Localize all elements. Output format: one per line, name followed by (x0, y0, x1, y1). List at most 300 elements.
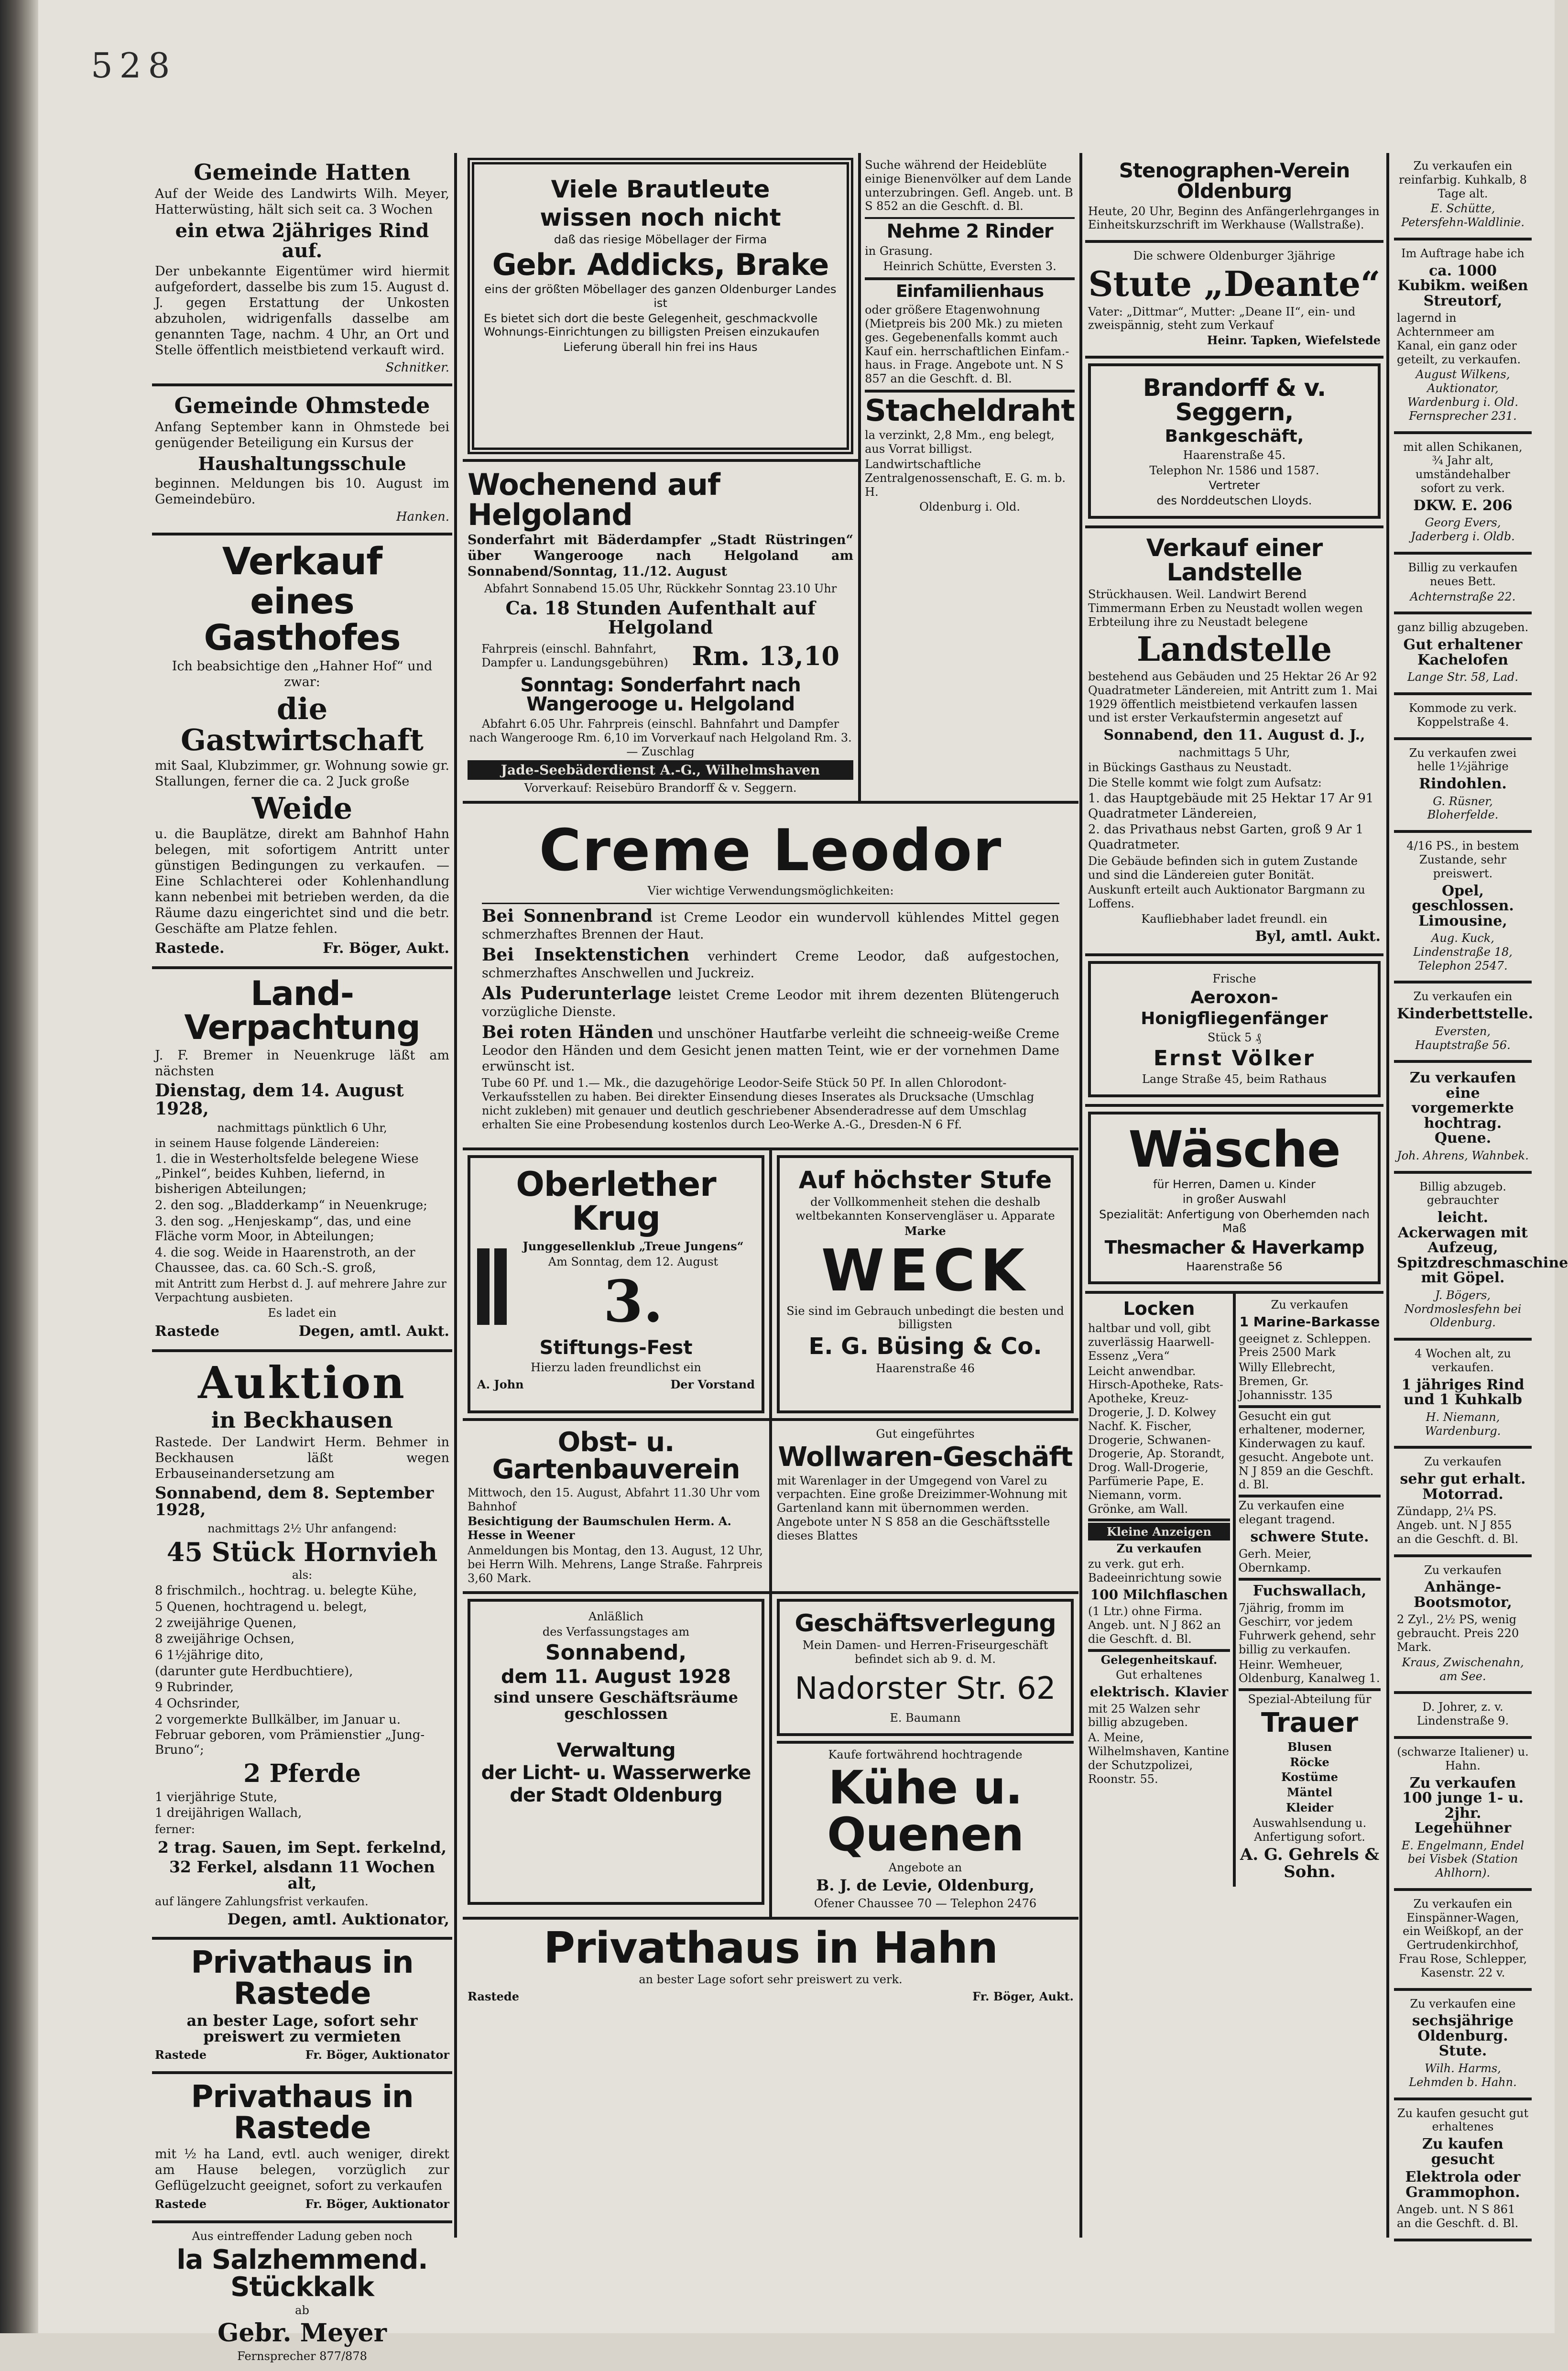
ad-text: Angebote an (888, 1861, 962, 1875)
use-text: und unschöner Hautfarbe verleiht die schneeig-weiße Creme Leodor den Händen und dem Gesicht jenen matten Teint, wie er der vornehmen Dame erwünscht ist. (482, 1026, 1059, 1074)
ad-stute-deante (1085, 243, 1383, 359)
ad-headline: elektrisch. Klavier (1089, 1684, 1229, 1700)
ad-footer (468, 1989, 1074, 2003)
ad-address: Nadorster Str. 62 (795, 1671, 1056, 1707)
ad-signature: Wilh. Harms, Lehmden b. Hahn. (1409, 2061, 1517, 2089)
ad-subtitle: Bankgeschäft, (1165, 426, 1304, 447)
ad-signature: Heinrich Schütte, Eversten 3. (865, 260, 1075, 280)
ad-text: Frische (1212, 972, 1256, 986)
ad-signature: Lange Str. 58, Lad. (1407, 670, 1519, 684)
ad-title: Locken (1123, 1298, 1195, 1320)
ad-title: wissen noch nicht (540, 203, 781, 231)
ad-text: Zu verkaufen ein Einspänner-Wagen, ein Weißkopf, an der Gertrudenkirchhof, Frau Rose, Schlepper, Kasenstr. 22 v. (1398, 1897, 1527, 1979)
list-item: Mäntel (1286, 1785, 1333, 1800)
ad-signature: Aug. Kuck, Lindenstraße 18, Telephon 2547. (1413, 931, 1513, 972)
ad-phone: Fernsprecher 877/878 (237, 2349, 367, 2363)
ad-headline: Opel, geschlossen. Limousine, (1412, 882, 1514, 929)
ad-headline: Ca. 18 Stunden Aufenthalt auf Helgoland (505, 597, 816, 638)
ad-subtitle: in Beckhausen (211, 1407, 393, 1433)
ad-signature: Fr. Böger, Auktionator (305, 2197, 449, 2211)
list-item: 3. den sog. „Henjeskamp“, das, und eine Fläche vorm Moor, in Abteilungen; (155, 1214, 411, 1244)
ad-headline: Zu verkaufen 100 junge 1- u. 2jhr. Legehühner (1402, 1774, 1524, 1836)
classified-ad (1394, 1739, 1532, 1891)
ad-text: mit Antritt zum Herbst d. J. auf mehrere Jahre zur Verpachtung ausbieten. (155, 1277, 446, 1305)
list-item: 8 zweijährige Ochsen, (155, 1632, 295, 1647)
column-1 (152, 153, 452, 2363)
ad-headline: die Gastwirtschaft (180, 691, 424, 758)
ad-text: (1 Ltr.) ohne Firma. Angeb. unt. N J 862 an die Geschft. d. Bl. (1088, 1605, 1230, 1651)
ad-title: Stute „Deante“ (1088, 263, 1381, 305)
ad-title: schwere Stute. (1250, 1528, 1369, 1545)
ad-headline: 2 trag. Sauen, im Sept. ferkelnd, (157, 1837, 447, 1857)
ad-signature: Degen, amtl. Aukt. (298, 1322, 449, 1340)
classified-ad (1394, 1449, 1532, 1557)
classified-ad (1394, 2100, 1532, 2241)
ad-signature: Fr. Böger, Aukt. (972, 1989, 1074, 2004)
ad-text: Zu verkaufen (1424, 1563, 1502, 1577)
ad-text: Sonderfahrt mit Bäderdampfer „Stadt Rüstringen“ über Wangerooge nach Helgoland am Sonnabend/Sonntag, 11./12. August (468, 533, 854, 579)
column-4 (1394, 153, 1568, 2238)
ad-signature: Kraus, Zwischenahn, am See. (1402, 1655, 1524, 1683)
classified-ad (1394, 740, 1532, 833)
ad-text: J. F. Bremer in Neuenkruge läßt am nächsten (155, 1048, 449, 1079)
ad-text: Der unbekannte Eigentümer wird hiermit aufgefordert, dasselbe bis zum 15. August d. J. gegen Erstattung der Unkosten abzuholen, widrigenfalls dasselbe am genannten Tage, nachm. 4 Uhr, an Ort und Stelle öffentlich meistbietend verkauft wird. (155, 264, 449, 358)
use-heading: Bei Sonnenbrand (482, 906, 653, 927)
ad-text: Anfang September kann in Ohmstede bei genügender Beteiligung ein Kursus der (155, 420, 449, 451)
ad-signature: Eversten, Hauptstraße 56. (1415, 1024, 1511, 1052)
ad-text: Abfahrt 6.05 Uhr. Fahrpreis (einschl. Bahnfahrt und Dampfer nach Wangerooge Rm. 6,10 im Vorverkauf nach Helgoland Rm. 3.— Zuschlag (469, 717, 852, 758)
ad-headline: 45 Stück Hornvieh (166, 1536, 438, 1567)
ad-weck (769, 1150, 1078, 1418)
ad-text: Vier wichtige Verwendungsmöglichkeiten: (482, 884, 1059, 904)
use-text: leistet Creme Leodor mit ihrem dezenten Blütengeruch vorzügliche Dienste. (482, 987, 1059, 1019)
ad-text: zu verk. gut erh. Badeeinrichtung sowie (1088, 1557, 1222, 1584)
classified-list (1394, 153, 1568, 2241)
ad-text: Junggesellenklub „Treue Jungens“ (523, 1239, 744, 1254)
ad-text: Leicht anwendbar. Hirsch-Apotheke, Rats-Apotheke, Kreuz-Drogerie, J. D. Kolwey Nachf. K. Fischer, Drogerie, Schwanen-Drogerie, Ap. Storandt, Drog. Wall-Drogerie, Parfümerie Pape, E. Niemann, vorm. Grönke, am Wall. (1088, 1365, 1230, 1522)
ad-title: Obst- u. Gartenbauverein (492, 1426, 740, 1485)
ad-text: Billig zu verkaufen neues Bett. (1408, 560, 1518, 588)
ad-privathaus-rastede-1 (152, 1940, 452, 2074)
ad-headline: Landstelle (1136, 629, 1332, 669)
ad-text: Spezialität: Anfertigung von Oberhemden nach Maß (1099, 1208, 1370, 1235)
ad-text: Auswahlsendung u. Anfertigung sofort. (1252, 1816, 1367, 1844)
ad-signature: G. Rüsner, Bloherfelde. (1427, 794, 1499, 822)
use-heading: Bei roten Händen (482, 1022, 654, 1042)
ad-signature: Fr. Böger, Aukt. (323, 940, 449, 957)
ad-text: mit allen Schikanen, ¾ Jahr alt, umständehalber sofort zu verk. (1403, 440, 1523, 495)
ad-address: Haarenstraße 56 (1186, 1259, 1283, 1273)
list-item: 1 vierjährige Stute, (155, 1790, 278, 1804)
ad-text: Mein Damen- und Herren-Friseurgeschäft befindet sich ab 9. d. M. (802, 1639, 1048, 1666)
ad-title: Gemeinde Hatten (194, 159, 411, 185)
ad-verlegung-box (777, 1599, 1074, 1736)
ad-text: Die Gebäude befinden sich in gutem Zustande und sind die Ländereien guter Bonität. (1088, 854, 1358, 882)
col3-right-stack (1236, 1294, 1383, 1886)
ad-signature: E. Schütte, Petersfehn-Waldlinie. (1401, 202, 1524, 229)
list-item: 9 Rubrinder, (155, 1680, 234, 1695)
ad-text: Zu verkaufen zwei helle 1½jährige (1409, 746, 1517, 774)
ad-weck-box (777, 1155, 1074, 1413)
row-krug-weck (463, 1150, 1078, 1421)
ad-firm: E. G. Büsing & Co. (808, 1333, 1042, 1360)
ad-city: Oldenburg i. Old. (919, 500, 1021, 514)
ad-text: Zündapp, 2¼ PS. Angeb. unt. N J 855 an die Geschft. d. Bl. (1397, 1505, 1519, 1546)
ad-title: Nehme 2 Rinder (886, 220, 1053, 243)
ad-text: in seinem Hause folgende Ländereien: (155, 1136, 380, 1150)
ad-firm: Gebr. Addicks, Brake (492, 247, 829, 282)
ad-firm: Jade-Seebäderdienst A.-G., Wilhelmshaven (468, 760, 853, 780)
list-item: 4. die sog. Weide in Haarenstroth, an der Chaussee, das. ca. 60 Sch.-S. groß, (155, 1245, 415, 1275)
ad-address: Lange Straße 45, beim Rathaus (1142, 1072, 1327, 1086)
ad-text: Billig abzugeb. gebrauchter (1419, 1180, 1506, 1207)
ad-date: Sonnabend, dem 8. September 1928, (155, 1483, 434, 1520)
ad-title: Brandorff & v. Seggern, (1143, 374, 1326, 426)
column-rule (1079, 153, 1082, 2238)
ad-date: Sonnabend, (545, 1640, 687, 1665)
ad-text: Kaufliebhaber ladet freundl. ein (1141, 912, 1328, 926)
ad-aeroxon-box (1088, 961, 1381, 1097)
classified-ad (1394, 555, 1532, 614)
column-rule (1386, 153, 1389, 2238)
ad-creme-leodor (463, 804, 1078, 1150)
ad-headline: leicht. Ackerwagen mit Aufzeug, Spitzdreschmaschine mit Göpel. (1397, 1209, 1568, 1287)
ad-signature: Schnitker. (385, 360, 449, 375)
ad-signature: Joh. Ahrens, Wahnbek. (1397, 1148, 1529, 1162)
ad-text: Hierzu laden freundlichst ein (531, 1361, 701, 1374)
ad-text: Abfahrt Sonnabend 15.05 Uhr, Rückkehr Sonntag 23.10 Uhr (484, 582, 837, 596)
ad-phone: Telephon Nr. 1586 und 1587. (1149, 463, 1319, 477)
ad-signature: der Licht- u. Wasserwerke (481, 1762, 751, 1784)
use-item (482, 1022, 1059, 1075)
column-3 (1085, 153, 1383, 2238)
ad-signature: Fr. Böger, Auktionator (305, 2047, 449, 2062)
ad-text: Spezial-Abteilung für (1248, 1693, 1372, 1706)
ad-privathaus-hahn (463, 1920, 1078, 2010)
ad-headline: sehr gut erhalt. Motorrad. (1400, 1471, 1526, 1503)
scan-binding-edge (0, 0, 38, 2333)
ad-title: Trauer (1261, 1707, 1358, 1739)
classified-ad (1394, 983, 1532, 1063)
classified-ad (1394, 833, 1532, 983)
ad-headline: 100 Milchflaschen (1090, 1586, 1228, 1603)
ad-title: Kühe u. Quenen (827, 1760, 1024, 1861)
ad-headline: Stiftungs-Fest (539, 1337, 693, 1359)
ad-signature: der Stadt Oldenburg (510, 1784, 722, 1806)
ad-title: Stenographen-Verein Oldenburg (1119, 159, 1350, 203)
ad-landstelle (1085, 528, 1383, 956)
ad-gasthof (152, 535, 452, 969)
page-number: 528 (91, 45, 177, 86)
ad-title: Aeroxon- (1190, 988, 1278, 1008)
ad-place: Rastede. (155, 940, 225, 957)
ad-signature: E. Baumann (890, 1711, 961, 1725)
ad-text: auf längere Zahlungsfrist verkaufen. (155, 1894, 369, 1908)
ad-headline: Rindohlen. (1419, 776, 1507, 793)
ad-text: u. die Bauplätze, direkt am Bahnhof Hahn belegen, mit sofortigem Antritt unter günstigen Bedingungen zu verkaufen. — Eine Schlachterei oder Kohlenhandlung kann nebenbei mit betrieben werden, da die Räume dazu eingerichtet sind und die betr. Geschäfte am Platze fehlen. (155, 827, 449, 936)
ad-title: 1 Marine-Barkasse (1239, 1314, 1380, 1330)
price-label: Fahrpreis (einschl. Bahnfahrt, Dampfer u. Landungsgebühren) (481, 642, 668, 670)
ad-headline: sind unsere Geschäftsräume geschlossen (493, 1688, 739, 1723)
ad-title: Wollwaren-Geschäft (778, 1442, 1073, 1473)
section-header: Kleine Anzeigen (1088, 1523, 1230, 1541)
ad-time: nachmittags 5 Uhr, (1178, 745, 1290, 759)
ad-signature: Der Vorstand (670, 1377, 755, 1391)
ad-text: ferner: (155, 1823, 195, 1836)
ad-oberlether-krug (463, 1150, 769, 1418)
classified-ad (1394, 1991, 1532, 2100)
list-item: (darunter gute Herdbuchtiere), (155, 1664, 353, 1679)
ad-text: Zu verkaufen eine (1410, 1997, 1516, 2010)
ad-headline: Weide (251, 791, 353, 826)
classified-ad (1394, 695, 1532, 740)
ad-title: Verkauf (222, 540, 382, 583)
ad-headline: 1 jähriges Rind und 1 Kuhkalb (1401, 1376, 1524, 1409)
ad-signature: H. Niemann, Wardenburg. (1425, 1410, 1501, 1438)
use-text: ist Creme Leodor ein wundervoll kühlendes Mittel gegen schmerzhaftes Brennen der Haut. (482, 910, 1059, 942)
ad-brand: WECK (821, 1237, 1030, 1304)
ad-date: Dienstag, dem 14. August 1928, (155, 1081, 404, 1119)
ad-title: Auktion (198, 1356, 406, 1409)
ad-firm: Ernst Völker (1153, 1046, 1316, 1071)
ad-text: Es bietet sich dort die beste Gelegenheit, geschmackvolle Wohnungs-Einrichtungen zu billigsten Preisen einzukaufen (484, 311, 820, 339)
classified-ad (1394, 1891, 1532, 1991)
ad-text: Gut eingeführtes (876, 1427, 975, 1441)
ad-text: Vater: „Dittmar“, Mutter: „Deane II“, ein- und zweispännig, steht zum Verkauf (1088, 305, 1356, 332)
ad-time: nachmittags pünktlich 6 Uhr, (217, 1121, 387, 1135)
ad-heideblute: Suche während der Heideblüte einige Bienenvölker auf dem Lande unterzubringen. Gefl. Angeb. unt. B S 852 an die Geschft. d. Bl. (865, 158, 1075, 219)
price: Rm. 13,10 (692, 640, 839, 671)
list-item: Kleider (1285, 1801, 1334, 1815)
ad-waesche-box (1088, 1112, 1381, 1285)
ad-text: Zu verkaufen (1424, 1455, 1502, 1469)
ad-headline: DKW. E. 206 (1413, 497, 1513, 514)
ad-text: Gut erhaltenes (1116, 1668, 1202, 1682)
ad-text: Auskunft erteilt auch Auktionator Bargmann zu Loffens. (1088, 883, 1365, 911)
ad-text: Zu verkaufen ein (1413, 990, 1513, 1004)
ad-number: 3. (603, 1268, 664, 1335)
ad-headline: Gut erhaltener Kachelofen (1403, 636, 1523, 668)
ad-title: Viele Brautleute (551, 175, 770, 203)
use-item (482, 945, 1059, 982)
ad-title: Einfamilienhaus (896, 281, 1044, 301)
ad-text: Kaufe fortwährend hochtragende (828, 1748, 1023, 1761)
ad-headline: 32 Ferkel, alsdann 11 Wochen alt, (169, 1857, 436, 1893)
list-item: Röcke (1290, 1755, 1329, 1769)
ad-helgoland (463, 459, 858, 801)
ad-firm: A. G. Gehrels & Sohn. (1240, 1845, 1380, 1882)
ad-gemeinde-ohmstede (152, 386, 452, 535)
ad-krug-box (468, 1155, 764, 1413)
list-item: 2 zweijährige Quenen, (155, 1616, 297, 1630)
decor-bar (494, 1248, 507, 1325)
ad-wollwaren (769, 1421, 1078, 1592)
ad-text: mit ½ ha Land, evtl. auch weniger, direkt am Hause belegen, vorzüglich zur Geflügelzucht geeignet, sofort zu verkaufen (155, 2147, 449, 2194)
list-item: 8 frischmilch., hochtrag. u. belegte Kühe, (155, 1584, 417, 1598)
ad-headline: sechsjährige Oldenburg. Stute. (1412, 2012, 1514, 2060)
list-item: 2 vorgemerkte Bullkälber, im Januar u. Februar geboren, vom Prämienstier „Jung-Bruno“; (155, 1712, 425, 1758)
ad-text: Angeb. unt. N S 861 an die Geschft. d. Bl. (1397, 2203, 1519, 2230)
list-item: 1. das Hauptgebäude mit 25 Hektar 17 Ar 91 Quadratmeter Ländereien, (1088, 791, 1374, 821)
ad-signature: Heinr. Tapken, Wiefelstede (1207, 333, 1381, 348)
ad-text: des Norddeutschen Lloyds. (1156, 494, 1312, 508)
column-2 (463, 153, 1078, 2238)
list-item: 1 dreijährigen Wallach, (155, 1806, 302, 1821)
ad-aeroxon (1085, 956, 1383, 1106)
classified-ad (1394, 1174, 1568, 1341)
ad-text: Anläßlich (588, 1610, 644, 1624)
ad-text: oder größere Etagenwohnung (Mietpreis bis 200 Mk.) zu mieten ges. Gegebenenfalls kommt auch Kauf ein. herrschaftlichen Einfam.-haus. in Frage. Angebote unt. N S 857 an die Geschft. d. Bl. (865, 303, 1075, 393)
ad-text: Aus eintreffender Ladung geben noch (192, 2229, 413, 2243)
ad-title: Gelegenheitskauf. (1100, 1652, 1218, 1667)
ad-title: Creme Leodor (539, 818, 1002, 885)
ad-text: 2 Zyl., 2½ PS, wenig gebraucht. Preis 220 Mark. (1397, 1613, 1519, 1654)
ad-stenographen (1085, 153, 1383, 243)
ad-place: Rastede (155, 2197, 207, 2211)
ad-text: des Verfassungstages am (542, 1625, 690, 1639)
ad-text: Zu verkaufen (1271, 1298, 1349, 1312)
ad-title: Geschäftsverlegung (795, 1609, 1056, 1638)
ad-headline: Haushaltungsschule (198, 452, 406, 474)
ad-text: ab (295, 2304, 309, 2317)
ad-headline: Anhänge-Bootsmotor, (1414, 1579, 1512, 1611)
ad-signature: Willy Ellebrecht, Bremen, Gr. Johannisstr. 135 (1239, 1361, 1381, 1408)
ad-text: D. Johrer, z. v. Lindenstraße 9. (1416, 1700, 1509, 1728)
decor-bar (477, 1248, 490, 1325)
ad-text: als: (292, 1568, 313, 1582)
use-heading: Als Puderunterlage (482, 983, 672, 1004)
ad-addicks (468, 158, 853, 454)
ad-text: 7jährig, fromm im Geschirr, vor jedem Fuhrwerk gehend, sehr billig zu verkaufen. (1239, 1601, 1376, 1656)
ad-price: Stück 5 ₰ (1207, 1030, 1262, 1044)
ad-verlegung-kuehe (769, 1594, 1078, 1916)
ad-title: Wäsche (1128, 1120, 1340, 1179)
ad-text: 4 Wochen alt, zu verkaufen. (1415, 1347, 1511, 1374)
col3-bottom-grid (1085, 1294, 1383, 1886)
krug-body (512, 1238, 755, 1335)
ad-headline: Kinderbettstelle. (1397, 1005, 1534, 1023)
ad-firm: Thesmacher & Haverkamp (1104, 1236, 1364, 1258)
ad-firm: Landwirtschaftliche Zentralgenossenschaft, E. G. m. b. H. (865, 457, 1066, 499)
row-top (463, 153, 1078, 804)
list-item: Blusen (1287, 1739, 1332, 1754)
list-item: 2. das Privathaus nebst Garten, groß 9 Ar 1 Quadratmeter. (1088, 822, 1364, 852)
ad-date: Am Sonntag, dem 12. August (548, 1255, 719, 1269)
ad-salzkalk (152, 2223, 452, 2371)
ad-auktion-beckhausen (152, 1352, 452, 1940)
ad-text: mit Warenlager in der Umgegend von Varel zu verpachten. Eine große Dreizimmer-Wohnung mit Gartenland kann mit übernommen werden. Angebote unter N S 858 an die Geschäftsstelle dieses Blattes (777, 1474, 1067, 1542)
ad-headline: ca. 1000 Kubikm. weißen Streutorf, (1397, 262, 1528, 309)
ad-privathaus-rastede-2 (152, 2074, 452, 2223)
ad-text: Kommode zu verk. Koppelstraße 4. (1408, 701, 1517, 729)
classified-ad (1394, 240, 1532, 434)
column-rule (454, 153, 457, 2238)
ad-text: in Grasung. (865, 244, 933, 258)
ad-text: Es ladet ein (268, 1306, 337, 1320)
ad-address: Ofener Chaussee 70 — Telephon 2476 (814, 1896, 1037, 1910)
ad-text: Vertreter (1209, 479, 1260, 492)
ad-verfassungstag (463, 1594, 769, 1916)
ad-title: Land-Verpachtung (184, 973, 420, 1048)
classified-ad (1394, 1694, 1532, 1739)
list-item: 1. die in Westerholtsfelde belegene Wiese „Pinkel“, beides Kuhben, liefernd, in bisherigen Abteilungen; (155, 1151, 419, 1197)
ad-text: Die Stelle kommt wie folgt zum Aufsatz: (1088, 776, 1322, 790)
ad-place: Rastede (155, 2047, 207, 2062)
ad-text: bestehend aus Gebäuden und 25 Hektar 26 Ar 92 Quadratmeter Ländereien, mit Antritt zum 1. Mai 1929 öffentlich meistbietend verkaufen lassen und ist erster Verkaufstermin angesetzt auf (1088, 669, 1378, 725)
ad-text: Auf der Weide des Landwirts Wilh. Meyer, Hatterwüsting, hält sich seit ca. 3 Wochen (155, 186, 449, 218)
ad-date: Sonnabend, den 11. August d. J., (1103, 727, 1365, 744)
list-item: Kostüme (1281, 1770, 1339, 1784)
ad-title: Oberlether Krug (516, 1164, 716, 1238)
ad-headline: Elektrola oder Grammophon. (1405, 2169, 1521, 2201)
ad-text: geeignet z. Schleppen. Preis 2500 Mark (1239, 1332, 1371, 1359)
ad-signature: Verwaltung (556, 1739, 675, 1762)
ad-firm: B. J. de Levie, Oldenburg, (816, 1876, 1034, 1895)
ad-text: Zu verkaufen ein reinfarbig. Kuhkalb, 8 Tage alt. (1399, 159, 1527, 200)
list-item: 4 Ochsrinder, (155, 1696, 240, 1711)
ad-text: Lieferung überall hin frei ins Haus (563, 340, 758, 354)
ad-time: nachmittags 2½ Uhr anfangend: (207, 1521, 397, 1535)
ad-title: Verkauf einer Landstelle (1146, 534, 1323, 587)
ad-title: Gemeinde Ohmstede (174, 392, 430, 418)
ad-text: Besichtigung der Baumschulen Herm. A. Hesse in Weener (468, 1514, 731, 1542)
classified-ad (1394, 1063, 1532, 1173)
ad-text: Rastede. Der Landwirt Herm. Behmer in Beckhausen läßt wegen Erbauseinandersetzung am (155, 1434, 449, 1481)
ad-text: daß das riesige Möbellager der Firma (554, 233, 767, 246)
ad-text: Heute, 20 Uhr, Beginn des Anfängerlehrganges in Einheitskurzschrift im Werkhause (Wallstraße). (1088, 204, 1380, 232)
row-verfassung-verlegung (463, 1594, 1078, 1919)
ad-headline: ein etwa 2jähriges Rind auf. (175, 219, 429, 262)
col3-left-stack (1085, 1294, 1236, 1886)
ad-signature: Gerh. Meier, Obernkamp. (1239, 1547, 1381, 1581)
ad-signature: E. Engelmann, Endel bei Visbek (Station Ahlhorn). (1401, 1838, 1524, 1880)
ad-footer (155, 940, 449, 957)
ad-signature: A. John (477, 1377, 524, 1391)
classified-ad (1394, 1557, 1532, 1694)
ad-text: Vorverkauf: Reisebüro Brandorff & v. Seggern. (524, 781, 797, 795)
ad-footer (155, 2048, 449, 2062)
ad-text: Zu kaufen gesucht gut erhaltenes (1397, 2106, 1529, 2134)
ad-text: mit 25 Walzen sehr billig abzugeben. (1088, 1702, 1200, 1729)
classified-ad (1394, 153, 1532, 240)
ad-text: haltbar und voll, gibt zuverlässig Haarwell-Essenz „Vera“ (1088, 1322, 1214, 1363)
ad-title: eines Gasthofes (204, 581, 401, 658)
ad-headline: Zu kaufen gesucht (1422, 2136, 1503, 2168)
ad-verfassung-box (468, 1599, 764, 1905)
ad-text: la verzinkt, 2,8 Mm., eng belegt, aus Vorrat billigst. (865, 428, 1055, 456)
ad-text: 4/16 PS., in bestem Zustande, sehr preiswert. (1406, 839, 1519, 880)
use-item (482, 983, 1059, 1020)
ad-text: in Bückings Gasthaus zu Neustadt. (1088, 761, 1292, 775)
ad-text: mit Saal, Klubzimmer, gr. Wohnung sowie gr. Stallungen, ferner die ca. 2 Juck große (155, 758, 449, 789)
ad-small-stack (858, 153, 1078, 801)
ad-headline: Sonntag: Sonderfahrt nach Wangerooge u. Helgoland (520, 674, 801, 716)
ad-address: Haarenstraße 46 (876, 1361, 975, 1375)
ad-text: Mittwoch, den 15. August, Abfahrt 11.30 Uhr vom Bahnhof (468, 1486, 760, 1513)
ad-kinderwagen: Gesucht ein gut erhaltener, moderner, Kinderwagen zu kauf. gesucht. Angebote unt. N J 859 an die Geschft. d. Bl. (1239, 1409, 1381, 1498)
ad-date: dem 11. August 1928 (501, 1666, 731, 1688)
ad-text: in großer Auswahl (1182, 1192, 1286, 1206)
list-item: 5 Quenen, hochtragend u. belegt, (155, 1599, 367, 1614)
ad-place: Rastede (155, 1322, 219, 1340)
ad-text: Ich beabsichtige den „Hahner Hof“ und zwar: (172, 659, 433, 690)
ad-signature: A. Meine, Wilhelmshaven, Kantine der Schutzpolizei, Roonstr. 55. (1088, 1731, 1229, 1786)
ad-text: eins der größten Möbellager des ganzen Oldenburger Landes ist (484, 283, 837, 310)
ad-text: der Vollkommenheit stehen die deshalb weltbekannten Konservengläser u. Apparate (795, 1195, 1055, 1223)
ad-title: Auf höchster Stufe (798, 1166, 1052, 1194)
price-row (468, 640, 853, 673)
ad-footer (155, 1323, 449, 1340)
